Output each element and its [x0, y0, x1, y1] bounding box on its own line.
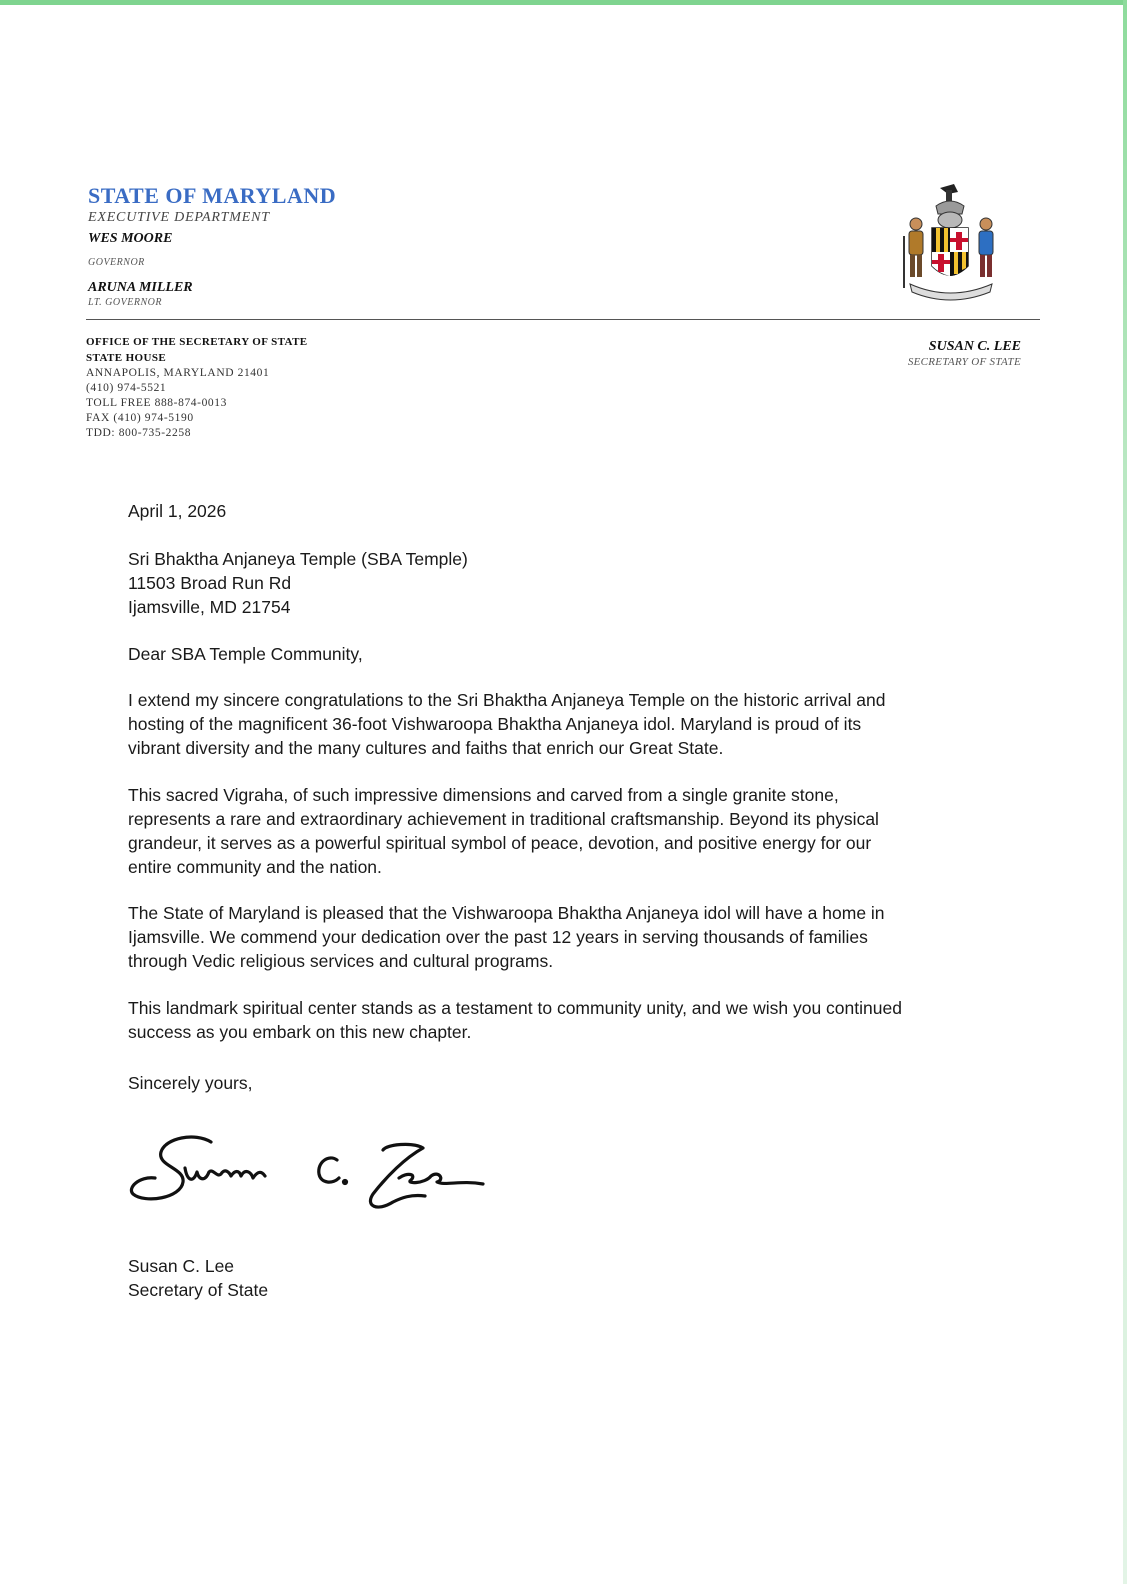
paragraph-line: entire community and the nation. — [128, 857, 382, 877]
paragraph-line: represents a rare and extraordinary achievement in traditional craftsmanship. Beyond its physical — [128, 809, 879, 829]
address-line: ANNAPOLIS, MARYLAND 21401 — [86, 367, 270, 379]
office-building: STATE HOUSE — [86, 352, 167, 364]
paragraph-line: This landmark spiritual center stands as a testament to community unity, and we wish you continued — [128, 998, 902, 1018]
recipient-line: Ijamsville, MD 21754 — [128, 597, 291, 617]
lt-governor-name: ARUNA MILLER — [88, 280, 193, 295]
paragraph-line: hosting of the magnificent 36-foot Vishwaroopa Bhaktha Anjaneya idol. Maryland is proud of its — [128, 714, 862, 734]
page-top-edge — [0, 0, 1127, 5]
paragraph-3 — [128, 901, 988, 973]
paragraph-line: I extend my sincere congratulations to the Sri Bhaktha Anjaneya Temple on the historic arrival and — [128, 690, 886, 710]
paragraph-2 — [128, 783, 988, 879]
phone-line: (410) 974-5521 — [86, 382, 167, 394]
closing: Sincerely yours, — [128, 1073, 253, 1093]
salutation: Dear SBA Temple Community, — [128, 644, 363, 664]
paragraph-1 — [128, 688, 988, 760]
letterhead-state: STATE OF MARYLAND — [88, 183, 337, 208]
fax-line: FAX (410) 974-5190 — [86, 412, 194, 424]
letterhead-divider — [86, 319, 1040, 320]
signer-name: Susan C. Lee — [128, 1256, 235, 1276]
signer-title: Secretary of State — [128, 1280, 269, 1300]
paragraph-line: grandeur, it serves as a powerful spiritual symbol of peace, devotion, and positive energy for our — [128, 833, 872, 853]
recipient-line: Sri Bhaktha Anjaneya Temple (SBA Temple) — [128, 549, 468, 569]
paragraph-line: vibrant diversity and the many cultures and faiths that enrich our Great State. — [128, 738, 724, 758]
governor-name: WES MOORE — [88, 231, 173, 246]
handwritten-signature — [125, 1128, 495, 1223]
paragraph-line: through Vedic religious services and cultural programs. — [128, 951, 554, 971]
paragraph-4 — [128, 996, 988, 1044]
paragraph-line: Ijamsville. We commend your dedication over the past 12 years in serving thousands of families — [128, 927, 868, 947]
maryland-great-seal-icon — [896, 180, 1004, 305]
governor-title: GOVERNOR — [88, 257, 145, 268]
paragraph-line: The State of Maryland is pleased that the Vishwaroopa Bhaktha Anjaneya idol will have a home in — [128, 903, 885, 923]
recipient-address — [128, 547, 988, 619]
recipient-line: 11503 Broad Run Rd — [128, 573, 292, 593]
page-right-edge — [1123, 0, 1127, 1584]
letter-date: April 1, 2026 — [128, 501, 227, 521]
paragraph-line: success as you embark on this new chapter. — [128, 1022, 472, 1042]
lt-governor-title: LT. GOVERNOR — [88, 297, 162, 308]
letterhead-department: EXECUTIVE DEPARTMENT — [88, 210, 270, 225]
secretary-title-header: SECRETARY OF STATE — [907, 356, 1021, 368]
toll-free-line: TOLL FREE 888-874-0013 — [86, 397, 227, 409]
office-name: OFFICE OF THE SECRETARY OF STATE — [86, 336, 308, 348]
paragraph-line: This sacred Vigraha, of such impressive dimensions and carved from a single granite stone, — [128, 785, 839, 805]
tdd-line: TDD: 800-735-2258 — [86, 427, 192, 439]
secretary-name-header: SUSAN C. LEE — [928, 339, 1021, 354]
